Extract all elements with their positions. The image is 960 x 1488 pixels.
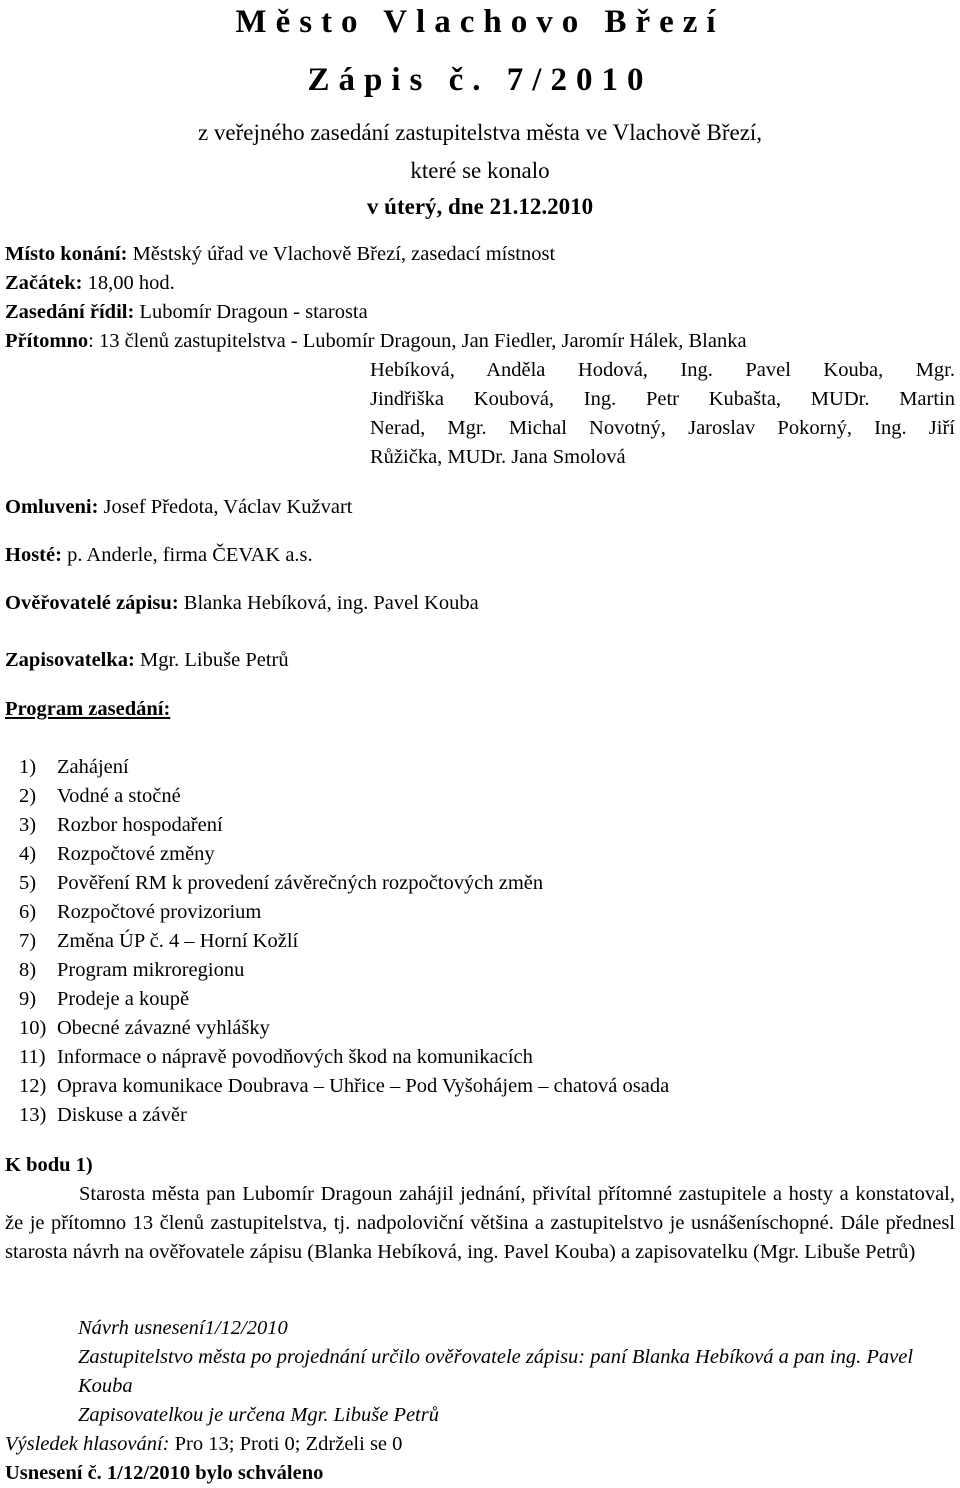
program-item [19, 1043, 669, 1072]
present-cont-line: Růžička, MUDr. Jana Smolová [370, 446, 626, 468]
chair-value: Lubomír Dragoun - starosta [134, 301, 368, 323]
meeting-date: v úterý, dne 21.12.2010 [366, 194, 594, 219]
present-members-continued [370, 356, 955, 472]
program-item-number: 1) [19, 756, 37, 778]
present-value: : 13 členů zastupitelstva - Lubomír Dragoun, Jan Fiedler, Jaromír Hálek, Blanka [88, 330, 747, 352]
verifiers-value: Blanka Hebíková, ing. Pavel Kouba [178, 592, 479, 614]
program-item-number: 10) [19, 1017, 47, 1039]
program-item-text: Oprava komunikace Doubrava – Uhřice – Pod Vyšohájem – chatová osada [57, 1075, 670, 1097]
program-item-number: 2) [19, 785, 37, 807]
program-item-text: Pověření RM k provedení závěrečných rozpočtových změn [57, 872, 544, 894]
point1-paragraph: Starosta města pan Lubomír Dragoun zahájil jednání, přivítal přítomné zastupitele a hosty a konstatoval, že je přítomno 13 členů zastupitelstva, tj. nadpoloviční většina a zastupitelstvo je usnášeníschopné. Dále přednesl starosta návrh na ověřovatele zápisu (Blanka Hebíková, ing. Pavel Kouba) a zapisovatelku (Mgr. Libuše Petrů) [5, 1183, 955, 1263]
program-item-number: 9) [19, 988, 37, 1010]
program-item-number: 4) [19, 843, 37, 865]
present-members [5, 327, 747, 356]
resolution-approved: Usnesení č. 1/12/2010 bylo schváleno [5, 1462, 324, 1484]
program-list [19, 753, 669, 1130]
place-value: Městský úřad ve Vlachově Březí, zasedací místnost [127, 243, 556, 265]
program-item [19, 985, 669, 1014]
excused-label: Omluveni: [5, 496, 99, 518]
program-item-number: 13) [19, 1104, 47, 1126]
excused-members [5, 493, 352, 522]
guests [5, 541, 313, 570]
program-item [19, 956, 669, 985]
program-item-text: Informace o nápravě povodňových škod na komunikacích [57, 1046, 533, 1068]
program-item-text: Rozpočtové změny [57, 843, 215, 865]
present-cont-line: Jindřiška Koubová, Ing. Petr Kubašta, MUDr. Martin [370, 388, 955, 410]
present-cont-line: Hebíková, Anděla Hodová, Ing. Pavel Kouba, Mgr. [370, 359, 955, 381]
program-item-text: Změna ÚP č. 4 – Horní Kožlí [57, 930, 299, 952]
program-item [19, 1072, 669, 1101]
excused-value: Josef Předota, Václav Kužvart [98, 496, 353, 518]
program-item-text: Rozbor hospodaření [57, 814, 223, 836]
vote-result [5, 1430, 402, 1459]
proposal-title: Návrh usnesení1/12/2010 [78, 1317, 288, 1339]
program-item-text: Diskuse a závěr [57, 1104, 187, 1126]
program-item [19, 898, 669, 927]
program-item-text: Program mikroregionu [57, 959, 245, 981]
program-item-text: Obecné závazné vyhlášky [57, 1017, 270, 1039]
program-item-text: Zahájení [57, 756, 129, 778]
program-item-text: Prodeje a koupě [57, 988, 190, 1010]
vote-value: Pro 13; Proti 0; Zdrželi se 0 [169, 1433, 403, 1455]
point1-heading: K bodu 1) [5, 1154, 93, 1176]
program-heading: Program zasedání: [5, 698, 171, 720]
recorder [5, 646, 289, 675]
program-item-number: 5) [19, 872, 37, 894]
program-item [19, 1014, 669, 1043]
subtitle-line-2: které se konalo [410, 158, 550, 183]
start-label: Začátek: [5, 272, 83, 294]
program-item-number: 8) [19, 959, 37, 981]
recorder-value: Mgr. Libuše Petrů [134, 649, 289, 671]
program-item-number: 3) [19, 814, 37, 836]
program-item-number: 12) [19, 1075, 47, 1097]
program-item [19, 782, 669, 811]
meeting-place [5, 240, 555, 269]
recorder-label: Zapisovatelka: [5, 649, 135, 671]
town-title: Město Vlachovo Březí [235, 4, 725, 40]
program-item-text: Rozpočtové provizorium [57, 901, 262, 923]
verifiers-label: Ověřovatelé zápisu: [5, 592, 179, 614]
resolution-proposal [78, 1314, 958, 1430]
proposal-text: Zastupitelstvo města po projednání určilo ověřovatele zápisu: paní Blanka Hebíková a pan ing. Pavel Kouba [78, 1346, 914, 1397]
record-verifiers [5, 589, 479, 618]
vote-label: Výsledek hlasování: [5, 1433, 170, 1455]
proposal-recorder: Zapisovatelkou je určena Mgr. Libuše Petrů [78, 1404, 439, 1426]
program-item-number: 11) [19, 1046, 46, 1068]
meeting-chair [5, 298, 368, 327]
program-item [19, 840, 669, 869]
subtitle-line-1: z veřejného zasedání zastupitelstva města ve Vlachově Březí, [197, 120, 763, 145]
place-label: Místo konání: [5, 243, 128, 265]
program-item-number: 6) [19, 901, 37, 923]
present-label: Přítomno [5, 330, 89, 352]
meeting-start [5, 269, 175, 298]
program-item [19, 927, 669, 956]
present-cont-line: Nerad, Mgr. Michal Novotný, Jaroslav Pokorný, Ing. Jiří [370, 417, 955, 439]
guests-value: p. Anderle, firma ČEVAK a.s. [61, 544, 313, 566]
program-item-number: 7) [19, 930, 37, 952]
record-title: Zápis č. 7/2010 [307, 62, 653, 98]
program-item [19, 1101, 669, 1130]
program-item-text: Vodné a stočné [57, 785, 181, 807]
program-item [19, 811, 669, 840]
start-value: 18,00 hod. [82, 272, 175, 294]
program-item [19, 753, 669, 782]
guests-label: Hosté: [5, 544, 62, 566]
program-item [19, 869, 669, 898]
chair-label: Zasedání řídil: [5, 301, 135, 323]
